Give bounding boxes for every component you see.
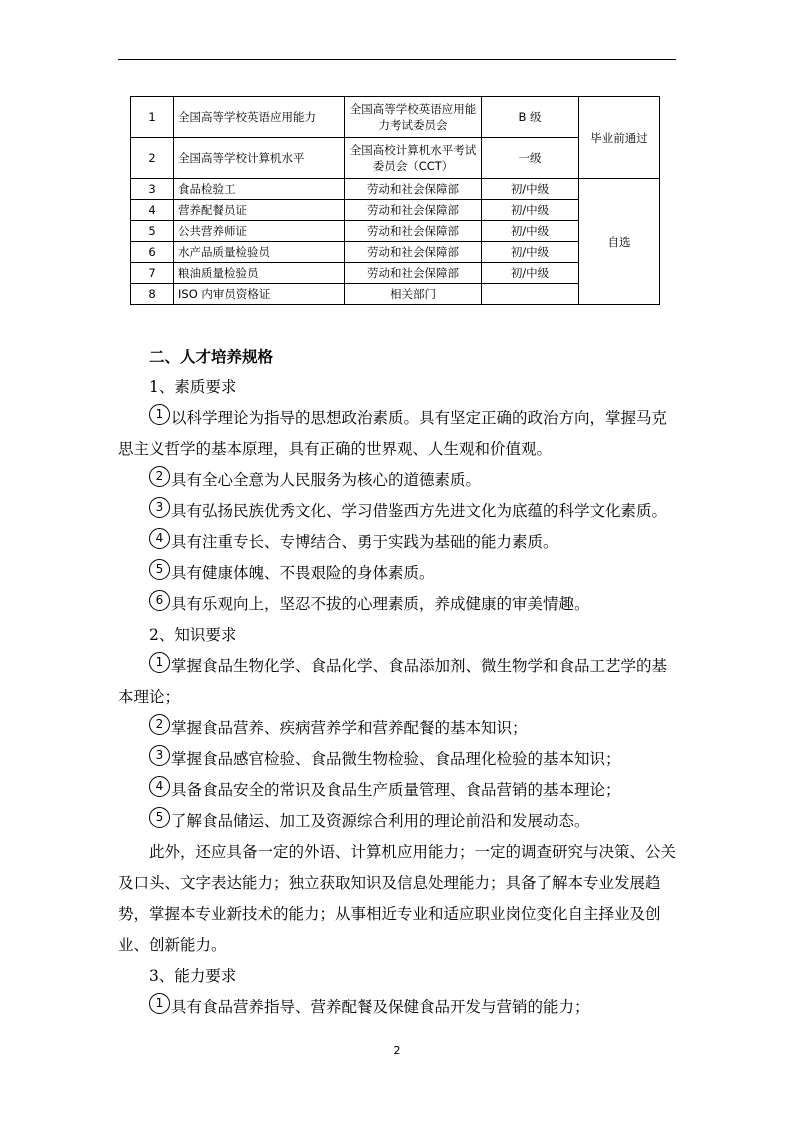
list-item bbox=[118, 713, 678, 744]
circled-number-icon: 4 bbox=[149, 528, 170, 549]
cell-level: 一级 bbox=[482, 138, 579, 179]
item-text: 掌握食品生物化学、食品化学、食品添加剂、微生物学和食品工艺学的基本理论； bbox=[118, 657, 668, 706]
table-row bbox=[131, 97, 660, 138]
knowledge-extra-paragraph: 此外，还应具备一定的外语、计算机应用能力；一定的调查研究与决策、公关及口头、文字表达能力；独立获取知识及信息处理能力；具备了解本专业发展趋势，掌握本专业新技术的能力；从事相近专业和适应职业岗位变化自主择业及创业、创新能力。 bbox=[118, 843, 677, 954]
cell-issuing-body: 劳动和社会保障部 bbox=[345, 263, 482, 284]
cell-level: 初/中级 bbox=[482, 200, 579, 221]
cell-issuing-body: 劳动和社会保障部 bbox=[345, 242, 482, 263]
circled-number-icon: 2 bbox=[149, 714, 170, 735]
ability-heading: 3、能力要求 bbox=[149, 967, 237, 985]
item-text: 具有全心全意为人民服务为核心的道德素质。 bbox=[171, 471, 482, 489]
cell-number: 2 bbox=[131, 138, 174, 179]
list-item bbox=[118, 558, 678, 589]
page-number: 2 bbox=[393, 1044, 401, 1057]
cell-level: 初/中级 bbox=[482, 221, 579, 242]
circled-number-icon: 5 bbox=[149, 559, 170, 580]
circled-number-icon: 1 bbox=[149, 404, 170, 425]
cell-issuing-body: 相关部门 bbox=[345, 284, 482, 305]
body-text bbox=[118, 341, 678, 1023]
certificate-table bbox=[130, 96, 660, 305]
section-title: 二、人才培养规格 bbox=[149, 347, 274, 366]
circled-number-icon: 3 bbox=[149, 745, 170, 766]
cell-number: 5 bbox=[131, 221, 174, 242]
list-item bbox=[118, 589, 678, 620]
cell-certificate-name: 全国高等学校计算机水平 bbox=[174, 138, 345, 179]
cell-level: 初/中级 bbox=[482, 179, 579, 200]
list-item bbox=[118, 744, 678, 775]
circled-number-icon: 2 bbox=[149, 466, 170, 487]
circled-number-icon: 1 bbox=[149, 993, 170, 1014]
circled-number-icon: 5 bbox=[149, 807, 170, 828]
cell-issuing-body: 全国高等学校英语应用能力考试委员会 bbox=[345, 97, 482, 138]
circled-number-icon: 3 bbox=[149, 497, 170, 518]
header-rule bbox=[118, 59, 676, 60]
cell-issuing-body: 全国高校计算机水平考试委员会（CCT） bbox=[345, 138, 482, 179]
cell-certificate-name: 水产品质量检验员 bbox=[174, 242, 345, 263]
cell-issuing-body: 劳动和社会保障部 bbox=[345, 221, 482, 242]
list-item bbox=[118, 992, 678, 1023]
list-item bbox=[118, 403, 678, 465]
list-item bbox=[118, 806, 678, 837]
cell-number: 1 bbox=[131, 97, 174, 138]
cell-certificate-name: 粮油质量检验员 bbox=[174, 263, 345, 284]
cell-level: 初/中级 bbox=[482, 242, 579, 263]
list-item bbox=[118, 775, 678, 806]
cell-level: B 级 bbox=[482, 97, 579, 138]
item-text: 掌握食品感官检验、食品微生物检验、食品理化检验的基本知识； bbox=[171, 750, 621, 768]
item-text: 具有乐观向上，坚忍不拔的心理素质，养成健康的审美情趣。 bbox=[171, 595, 590, 613]
cell-remark-optional: 自选 bbox=[579, 179, 660, 305]
list-item bbox=[118, 496, 678, 527]
cell-number: 3 bbox=[131, 179, 174, 200]
list-item bbox=[118, 651, 678, 713]
item-text: 具备食品安全的常识及食品生产质量管理、食品营销的基本理论； bbox=[171, 781, 621, 799]
item-text: 具有食品营养指导、营养配餐及保健食品开发与营销的能力； bbox=[171, 998, 590, 1016]
cell-number: 6 bbox=[131, 242, 174, 263]
list-item bbox=[118, 465, 678, 496]
cell-remark-graduation: 毕业前通过 bbox=[579, 97, 660, 179]
table-row bbox=[131, 179, 660, 200]
circled-number-icon: 4 bbox=[149, 776, 170, 797]
cell-number: 8 bbox=[131, 284, 174, 305]
cell-certificate-name: ISO 内审员资格证 bbox=[174, 284, 345, 305]
cell-level bbox=[482, 284, 579, 305]
cell-certificate-name: 营养配餐员证 bbox=[174, 200, 345, 221]
list-item bbox=[118, 527, 678, 558]
circled-number-icon: 6 bbox=[149, 590, 170, 611]
knowledge-heading: 2、知识要求 bbox=[149, 626, 237, 644]
cell-certificate-name: 公共营养师证 bbox=[174, 221, 345, 242]
cell-number: 4 bbox=[131, 200, 174, 221]
quality-heading: 1、素质要求 bbox=[149, 378, 237, 396]
circled-number-icon: 1 bbox=[149, 652, 170, 673]
cell-certificate-name: 食品检验工 bbox=[174, 179, 345, 200]
item-text: 了解食品储运、加工及资源综合利用的理论前沿和发展动态。 bbox=[171, 812, 590, 830]
cell-level: 初/中级 bbox=[482, 263, 579, 284]
cell-number: 7 bbox=[131, 263, 174, 284]
item-text: 具有健康体魄、不畏艰险的身体素质。 bbox=[171, 564, 435, 582]
cell-issuing-body: 劳动和社会保障部 bbox=[345, 200, 482, 221]
cell-issuing-body: 劳动和社会保障部 bbox=[345, 179, 482, 200]
item-text: 具有注重专长、专博结合、勇于实践为基础的能力素质。 bbox=[171, 533, 559, 551]
item-text: 以科学理论为指导的思想政治素质。具有坚定正确的政治方向，掌握马克思主义哲学的基本原理，具有正确的世界观、人生观和价值观。 bbox=[118, 409, 668, 458]
cell-certificate-name: 全国高等学校英语应用能力 bbox=[174, 97, 345, 138]
item-text: 具有弘扬民族优秀文化、学习借鉴西方先进文化为底蕴的科学文化素质。 bbox=[171, 502, 668, 520]
item-text: 掌握食品营养、疾病营养学和营养配餐的基本知识； bbox=[171, 719, 528, 737]
